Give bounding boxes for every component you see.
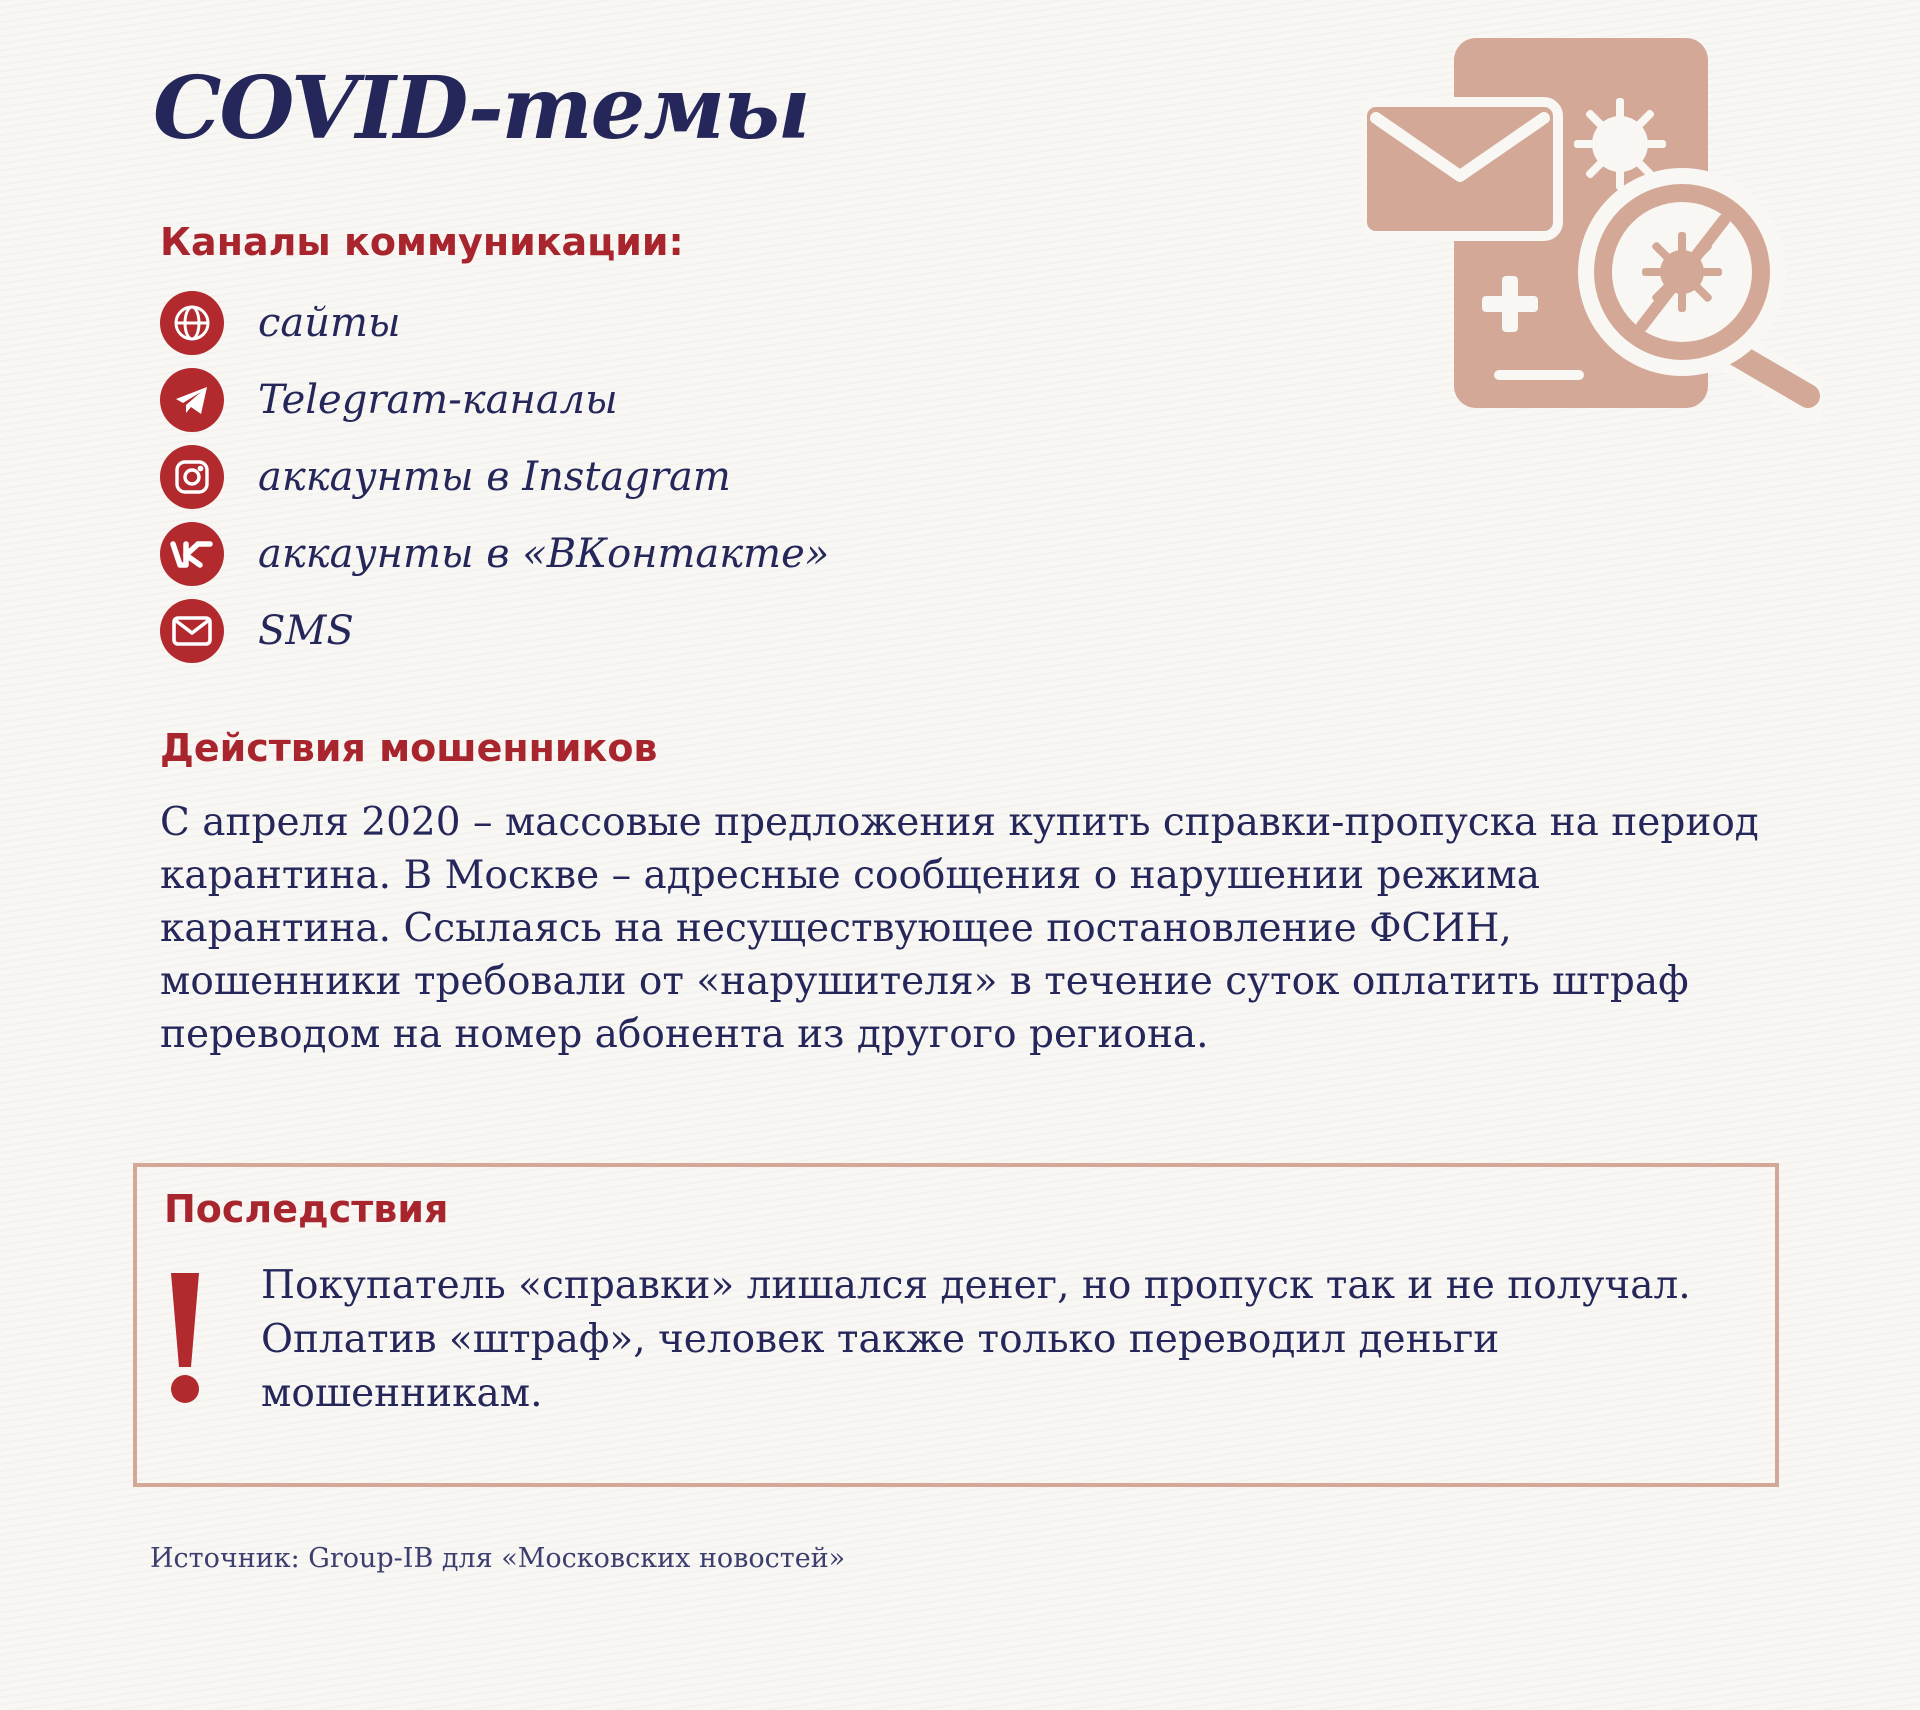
consequences-text: Покупатель «справки» лишался денег, но пропуск так и не получал. Оплатив «штраф», человек также только переводил деньги мошенникам.: [261, 1263, 1691, 1416]
consequences-heading: Последствия: [164, 1187, 449, 1231]
instagram-icon: [160, 445, 224, 509]
telegram-icon: [160, 368, 224, 432]
globe-icon: [160, 291, 224, 355]
exclamation-icon: [167, 1273, 203, 1405]
channel-label: сайты: [258, 299, 401, 346]
list-item: [160, 515, 829, 592]
phone-envelope-virus-magnifier-icon: [1362, 36, 1822, 422]
channel-label: аккаунты в «ВКонтакте»: [258, 530, 830, 577]
list-item: [160, 361, 829, 438]
list-item: [160, 284, 829, 361]
channel-label: аккаунты в Instagram: [258, 453, 731, 500]
envelope-icon: [160, 599, 224, 663]
list-item: [160, 438, 829, 515]
channel-label: SMS: [258, 607, 354, 654]
vk-icon: [160, 522, 224, 586]
actions-heading: Действия мошенников: [160, 726, 658, 770]
actions-text: С апреля 2020 – массовые предложения купить справки-пропуска на период карантина. В Москве – адресные сообщения о нарушении режима карантина. Ссылаясь на несуществующее постановление ФСИН, мошенники требовали от «нарушителя» в течение суток оплатить штраф переводом на номер абонента из другого региона.: [160, 800, 1759, 1057]
consequences-box: [133, 1163, 1779, 1487]
page-title: COVID-темы: [153, 58, 809, 159]
source-note: Источник: Group-IB для «Московских новостей»: [150, 1543, 846, 1574]
list-item: [160, 592, 829, 669]
channel-label: Telegram-каналы: [258, 376, 618, 423]
channel-list: [160, 284, 829, 669]
channels-heading: Каналы коммуникации:: [160, 220, 684, 264]
